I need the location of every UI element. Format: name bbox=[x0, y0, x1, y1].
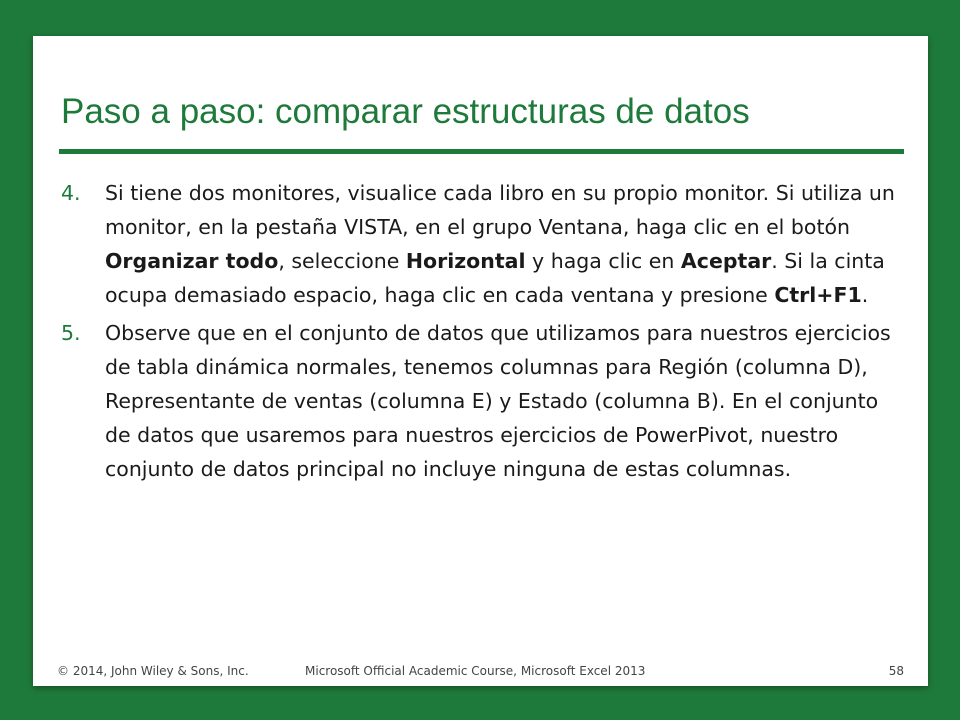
footer-course-name: Microsoft Official Academic Course, Microsoft Excel 2013 bbox=[305, 664, 646, 678]
step-text: , seleccione bbox=[278, 249, 406, 273]
bold-option-horizontal: Horizontal bbox=[405, 249, 526, 273]
step-list bbox=[61, 176, 901, 490]
step-number: 5. bbox=[61, 321, 81, 345]
step-4 bbox=[61, 176, 901, 312]
step-text: . bbox=[861, 283, 869, 307]
step-text: Si tiene dos monitores, visualice cada libro en su propio monitor. Si utiliza un monitor, en la pestaña VISTA, en el grupo Ventana, haga clic en el botón bbox=[105, 181, 895, 239]
page-number: 58 bbox=[888, 664, 904, 678]
bold-command-organizar-todo: Organizar todo bbox=[105, 249, 279, 273]
slide-title: Paso a paso: comparar estructuras de datos bbox=[61, 92, 750, 131]
title-divider bbox=[59, 149, 904, 154]
step-number: 4. bbox=[61, 181, 81, 205]
footer-copyright: © 2014, John Wiley & Sons, Inc. bbox=[57, 664, 249, 678]
bold-button-aceptar: Aceptar bbox=[680, 249, 772, 273]
slide bbox=[33, 36, 928, 686]
step-text: . Si la cinta ocupa demasiado espacio, haga clic en cada ventana y presione bbox=[105, 249, 885, 307]
step-text: y haga clic en bbox=[525, 249, 681, 273]
step-text: Observe que en el conjunto de datos que utilizamos para nuestros ejercicios de tabla dinámica normales, tenemos columnas para Región (columna D), Representante de ventas (columna E) y Estado (columna B). En el conjunto de datos que usaremos para nuestros ejercicios de PowerPivot, nuestro conjunto de datos principal no incluye ninguna de estas columnas. bbox=[105, 321, 891, 481]
bold-shortcut-ctrl-f1: Ctrl+F1 bbox=[774, 283, 862, 307]
step-5 bbox=[61, 316, 901, 486]
